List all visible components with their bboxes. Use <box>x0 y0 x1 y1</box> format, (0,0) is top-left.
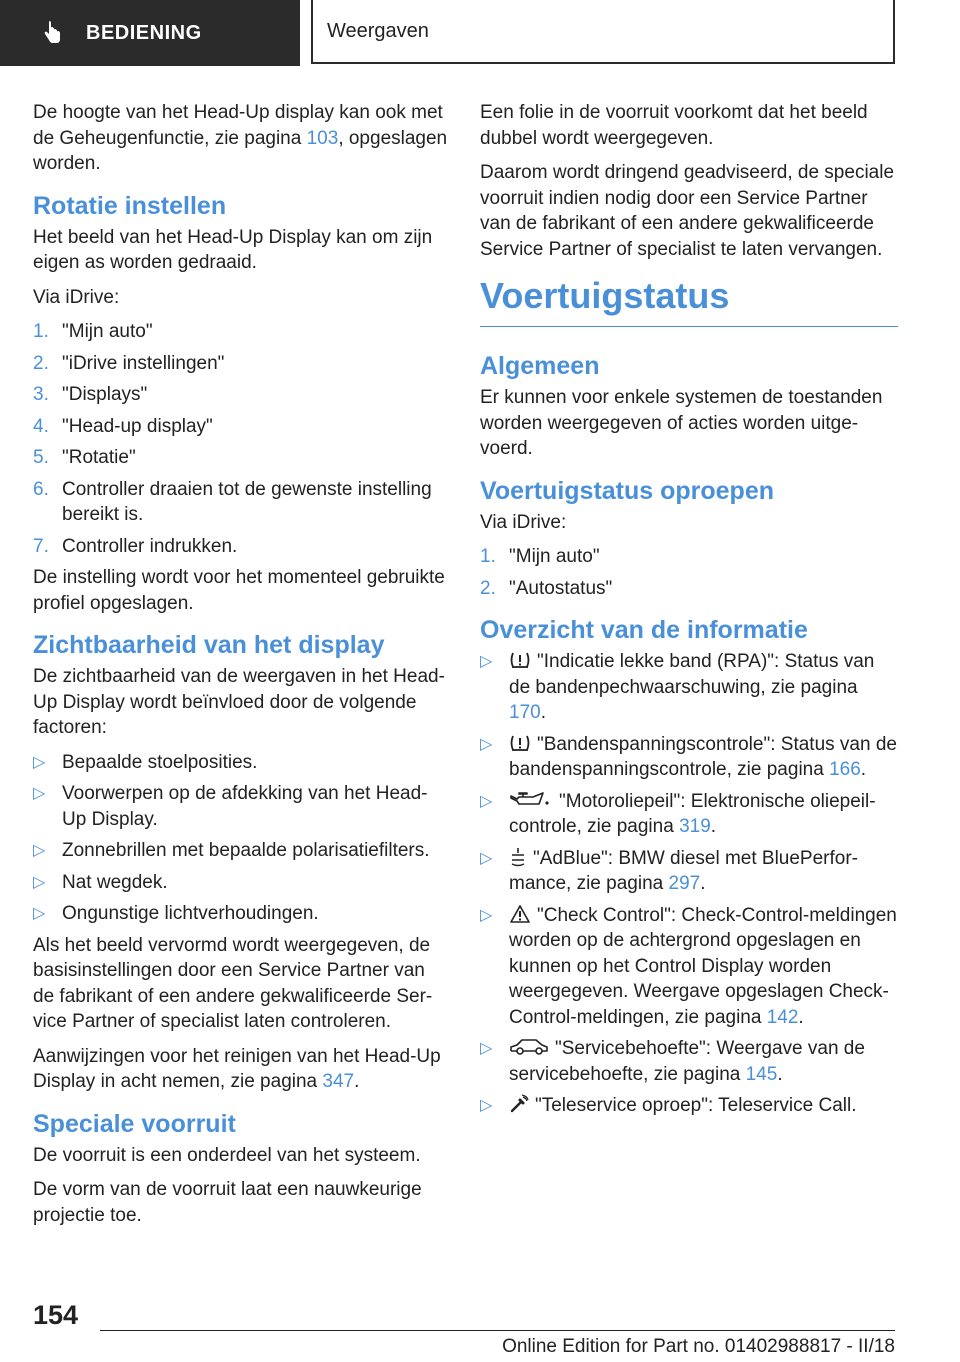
paragraph-windshield-1: De voorruit is een onderdeel van het systeem. <box>33 1144 421 1166</box>
list-item: ▷ "Servicebehoefte": Weergave van de servicebehoefte, zie pagina 145. <box>480 1038 865 1085</box>
teleservice-icon <box>509 1094 529 1114</box>
heading-vehicle-status: Voertuigstatus <box>480 276 898 327</box>
bullet-icon: ▷ <box>480 792 493 810</box>
list-item: ▷ "Indicatie lekke band (RPA)": Status van de bandenpechwaarschuwing, zie pagina 170. <box>480 651 875 723</box>
list-item: 2. "iDrive instellingen" <box>33 352 225 374</box>
list-item: 6. Controller draaien tot de gewenste instelling bereikt is. <box>33 478 432 525</box>
list-item: ▷ Ongunstige lichtverhoudingen. <box>33 901 451 927</box>
status-steps <box>480 544 898 601</box>
paragraph-via-idrive: Via iDrive: <box>480 511 567 533</box>
warning-triangle-icon <box>509 904 531 924</box>
paragraph-windshield-2: De vorm van de voorruit laat een nauwkeurige projectie toe. <box>33 1179 422 1226</box>
section-title: BEDIENING <box>86 21 202 44</box>
bullet-icon: ▷ <box>33 753 46 771</box>
footer-edition: Online Edition for Part no. 01402988817 - II/18 <box>502 1336 895 1357</box>
bullet-icon: ▷ <box>33 905 46 922</box>
section-tab <box>0 0 300 66</box>
list-item: ▷ "AdBlue": BMW diesel met BluePerformance, zie pagina 297. <box>480 847 858 894</box>
page-number: 154 <box>33 1300 79 1330</box>
list-item: 1. "Mijn auto" <box>33 321 153 342</box>
list-item: ▷ Bepaalde stoelposities. <box>33 750 451 776</box>
heading-windshield: Speciale voorruit <box>33 1109 236 1138</box>
list-item: ▷ "Check Control": Check-Control-meldingen worden op de achtergrond opgeslagen en kunnen op het Control Display worden weergegeven. Weergave opgeslagen Check-Control-meldingen, zie pagina 142. <box>480 904 897 1028</box>
paragraph-advice: Daarom wordt dringend geadviseerd, de speciale voorruit indien nodig door een Service Partner van de fabrikant of een andere gekwalificeerde Service Partner of specialist te laten vervangen. <box>480 162 895 260</box>
page-link-142[interactable]: 142 <box>766 1006 799 1028</box>
bullet-icon: ▷ <box>33 873 46 891</box>
paragraph-via-idrive: Via iDrive: <box>33 286 120 308</box>
bullet-icon: ▷ <box>480 906 493 924</box>
service-car-icon <box>509 1037 549 1057</box>
bullet-icon: ▷ <box>480 1040 493 1057</box>
list-item: ▷ Voorwerpen op de afdekking van het Head-Up Display. <box>33 783 428 830</box>
page-link-166[interactable]: 166 <box>829 759 861 780</box>
tire-warning-icon <box>509 650 531 670</box>
visibility-factors <box>33 750 451 927</box>
bullet-icon: ▷ <box>480 849 493 867</box>
chapter-tab <box>311 0 895 64</box>
heading-visibility: Zichtbaarheid van het display <box>33 631 385 659</box>
heading-call-status: Voertuigstatus oproepen <box>480 476 775 505</box>
paragraph-profile-saved: De instelling wordt voor het momenteel gebruikte profiel opgeslagen. <box>33 567 445 614</box>
footer-divider <box>100 1330 895 1331</box>
paragraph-memory: De hoogte van het Head-Up display kan ook met de Geheugenfunctie, zie pagina 103, opgeslagen worden. <box>33 102 448 174</box>
bullet-icon: ▷ <box>33 785 46 802</box>
hand-pointer-icon <box>40 21 64 45</box>
heading-general: Algemeen <box>480 352 600 380</box>
heading-rotation: Rotatie instellen <box>33 191 227 220</box>
left-column <box>33 100 451 1237</box>
page-link-347[interactable]: 347 <box>322 1071 355 1092</box>
bullet-icon: ▷ <box>33 842 46 859</box>
list-item: ▷ "Bandenspanningscontrole": Status van de bandenspanningscontrole, zie pagina 166. <box>480 733 897 780</box>
heading-overview: Overzicht van de informatie <box>480 616 808 644</box>
paragraph-general: Er kunnen voor enkele systemen de toestanden worden weergegeven of acties worden uitgevoerd. <box>480 387 883 459</box>
list-item: ▷ Nat wegdek. <box>33 870 451 896</box>
page-link-145[interactable]: 145 <box>745 1063 778 1085</box>
list-item: ▷ "Teleservice oproep": Teleservice Call. <box>480 1093 898 1119</box>
page-link-103[interactable]: 103 <box>306 127 339 149</box>
overview-list <box>480 649 898 1119</box>
right-column <box>480 100 898 1125</box>
oil-can-icon <box>509 790 553 810</box>
chapter-title: Weergaven <box>327 19 429 42</box>
list-item: ▷ "Motoroliepeil": Elektronische oliepeilcontrole, zie pagina 319. <box>480 790 876 837</box>
paragraph-cleaning: Aanwijzingen voor het reinigen van het Head-Up Display in acht nemen, zie pagina 347. <box>33 1045 441 1092</box>
page-link-319[interactable]: 319 <box>679 816 711 837</box>
list-item: 2. "Autostatus" <box>480 577 613 599</box>
list-item: 3. "Displays" <box>33 384 148 405</box>
bullet-icon: ▷ <box>480 1097 493 1114</box>
bullet-icon: ▷ <box>480 735 493 753</box>
rotation-steps <box>33 319 451 559</box>
paragraph-rotation: Het beeld van het Head-Up Display kan om zijn eigen as worden gedraaid. <box>33 226 433 273</box>
adblue-icon <box>509 847 527 867</box>
list-item: 5. "Rotatie" <box>33 447 136 468</box>
list-item: 7. Controller indrukken. <box>33 535 238 557</box>
list-item: ▷ Zonnebrillen met bepaalde polarisatiefilters. <box>33 838 451 864</box>
paragraph-distorted: Als het beeld vervormd wordt weergegeven, de basisinstellingen door een Service Partner van de fabrikant of een andere gekwalificeerde Service Partner of specialist laten controleren. <box>33 934 433 1032</box>
bullet-icon: ▷ <box>480 653 493 670</box>
paragraph-foil: Een folie in de voorruit voorkomt dat het beeld dubbel wordt weergegeven. <box>480 102 868 149</box>
page-link-297[interactable]: 297 <box>668 873 701 894</box>
list-item: 4. "Head-up display" <box>33 415 213 437</box>
paragraph-visibility: De zichtbaarheid van de weergaven in het Head-Up Display wordt beïnvloed door de volgende factoren: <box>33 666 445 738</box>
page-link-170[interactable]: 170 <box>509 702 541 723</box>
list-item: 1. "Mijn auto" <box>480 546 600 567</box>
tire-pressure-icon <box>509 733 531 753</box>
page-header <box>0 0 960 66</box>
